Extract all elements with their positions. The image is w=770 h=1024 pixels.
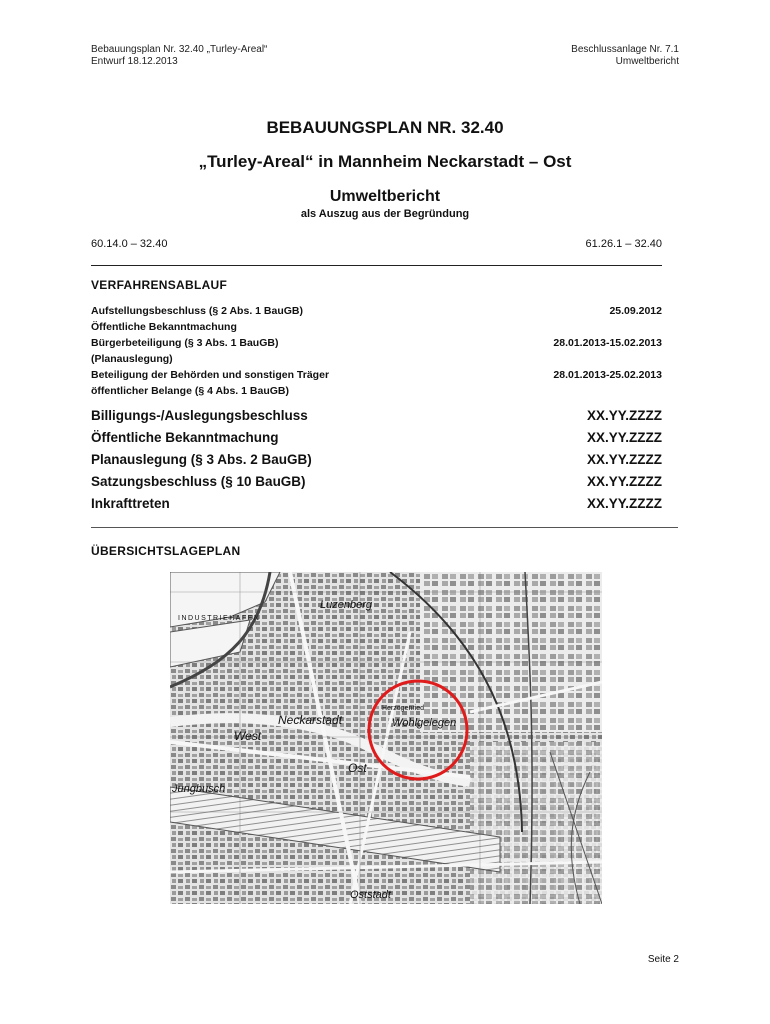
procedure-label: Beteiligung der Behörden und sonstigen Träger [91,369,330,381]
procedure-date: 25.09.2012 [609,305,662,317]
divider [91,265,662,266]
procedure-row [91,449,662,471]
procedure-date: XX.YY.ZZZZ [586,408,662,423]
document-type: Umweltbericht [329,188,441,205]
procedure-heading: VERFAHRENSABLAUF [91,278,228,292]
procedure-label: Billigungs-/Auslegungsbeschluss [91,408,308,423]
procedure-row [91,471,662,493]
map-label-luzenberg: Luzenberg [320,599,372,611]
procedure-date: XX.YY.ZZZZ [586,430,662,445]
header-doc-type: Umweltbericht [615,56,679,67]
page-subtitle: „Turley-Areal“ in Mannheim Neckarstadt – Ost [198,152,572,171]
procedure-date: 28.01.2013-25.02.2013 [553,369,662,381]
map-label-herzogenried: Herzogenried [382,705,425,712]
procedure-label: Planauslegung (§ 3 Abs. 2 BauGB) [91,452,312,467]
divider [91,527,678,528]
procedure-row [91,303,662,319]
procedure-label: Aufstellungsbeschluss (§ 2 Abs. 1 BauGB) [91,305,303,317]
procedure-row [91,493,662,515]
code-right: 61.26.1 – 32.40 [585,238,662,250]
procedure-row [91,383,662,399]
procedure-label: öffentlicher Belange (§ 4 Abs. 1 BauGB) [91,385,289,397]
overview-heading: ÜBERSICHTSLAGEPLAN [91,544,241,558]
procedure-date: XX.YY.ZZZZ [586,452,662,467]
map-label-neckarstadt: Neckarstadt [278,713,343,727]
procedure-label: Öffentliche Bekanntmachung [91,321,237,333]
code-left: 60.14.0 – 32.40 [91,238,168,250]
procedure-label: Inkrafttreten [91,496,170,511]
header-left [91,44,267,68]
map-label-jungbusch: Jungbusch [172,783,226,795]
map-label-west: West [234,729,262,743]
header-plan-name: Bebauungsplan Nr. 32.40 „Turley-Areal“ [91,44,268,55]
header-annex-number: Beschlussanlage Nr. 7.1 [571,44,679,55]
map-label-wohlgelegen: Wohlgelegen [392,717,457,729]
procedure-date: XX.YY.ZZZZ [586,496,662,511]
procedure-row [91,427,662,449]
procedure-row [91,319,662,335]
procedure-label: Öffentliche Bekanntmachung [91,430,279,445]
map-label-industriehafen: INDUSTRIEHAFEN [178,615,261,622]
header-draft-date: Entwurf 18.12.2013 [91,56,178,67]
page-number: Seite 2 [647,954,679,965]
procedure-row [91,351,662,367]
procedure-label: Satzungsbeschluss (§ 10 BauGB) [91,474,306,489]
procedure-small-list [91,303,662,399]
document-note: als Auszug aus der Begründung [300,208,470,220]
overview-map [170,572,602,904]
map-label-oststadt: Oststadt [350,889,391,901]
procedure-date: XX.YY.ZZZZ [586,474,662,489]
procedure-row [91,367,662,383]
header-right [480,44,679,68]
procedure-row [91,405,662,427]
map-graphic [170,572,602,904]
procedure-row [91,335,662,351]
procedure-label: Bürgerbeteiligung (§ 3 Abs. 1 BauGB) [91,337,279,349]
procedure-date: 28.01.2013-15.02.2013 [553,337,662,349]
page-title: BEBAUUNGSPLAN NR. 32.40 [266,118,504,137]
procedure-big-list [91,405,662,515]
map-label-ost: Ost [348,761,367,775]
procedure-label: (Planauslegung) [91,353,173,365]
